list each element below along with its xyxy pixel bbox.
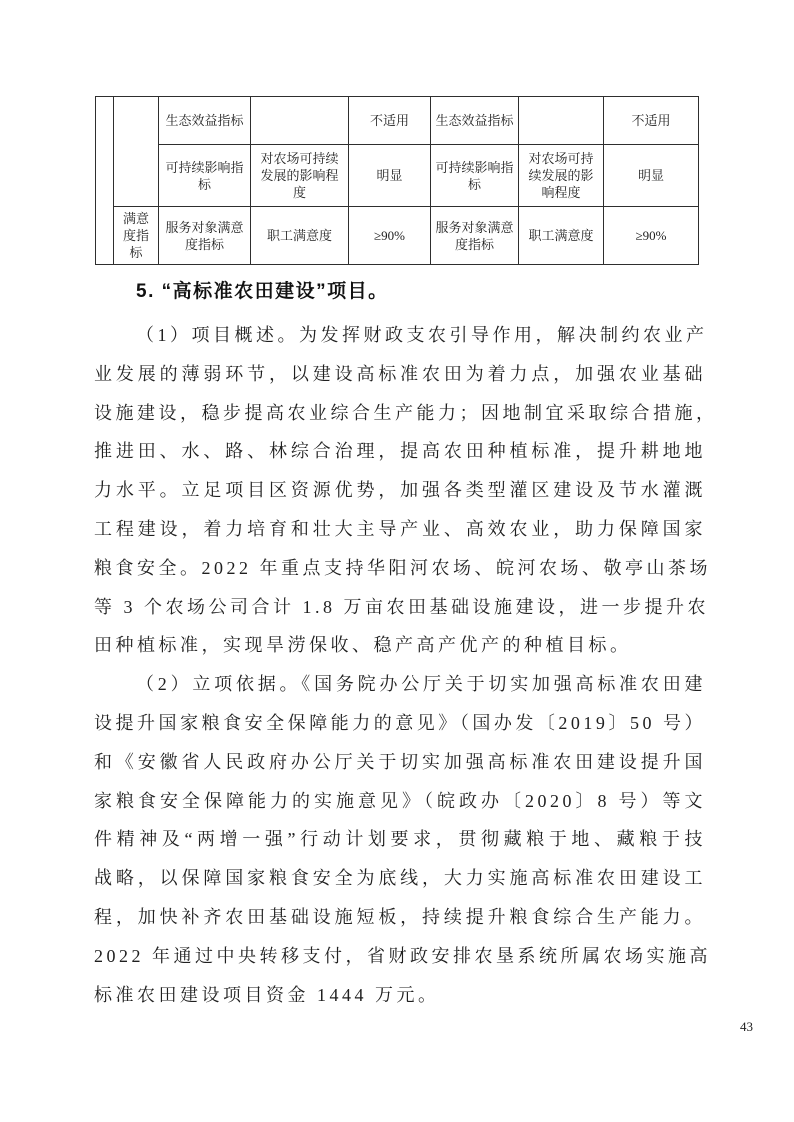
table-cell-indicator-right: 生态效益指标 [431,97,519,145]
paragraph-line: （1）项目概述。为发挥财政支农引导作用，解决制约农业产 [136,325,708,345]
paragraph-line: 设施建设，稳步提高农业综合生产能力；因地制宜采取综合措施， [94,402,718,423]
paragraph-line: 工程建设，着力培育和壮大主导产业、高效农业，助力保障国家 [94,518,706,539]
table-cell-indicator-left: 生态效益指标 [159,97,251,145]
table-cell-indicator-right: 可持续影响指标 [431,145,519,207]
paragraph-line: 件精神及“两增一强”行动计划要求，贯彻藏粮于地、藏粮于技 [94,829,706,850]
table-cell-group-empty [114,97,159,207]
table-row [96,207,699,265]
paragraph-line: 力水平。立足项目区资源优势，加强各类型灌区建设及节水灌溉 [94,480,706,501]
table-cell-row-group-label: 满意度指标 [114,207,159,265]
section-heading: 5. “高标准农田建设”项目。 [136,281,389,302]
table-cell-value-right: 明显 [604,145,699,207]
paragraph-line: 标准农田建设项目资金 1444 万元。 [94,984,440,1005]
table-cell-detail-right: 职工满意度 [519,207,604,265]
table-cell-value-left: 不适用 [349,97,431,145]
table-row [96,97,699,145]
paragraph-line: 等 3 个农场公司合计 1.8 万亩农田基础设施建设，进一步提升农 [94,596,709,617]
paragraph-line: 推进田、水、路、林综合治理，提高农田种植标准，提升耕地地 [94,441,706,462]
table-row [96,145,699,207]
table-cell-value-left: ≥90% [349,207,431,265]
paragraph-line: 战略，以保障国家粮食安全为底线，大力实施高标准农田建设工 [94,868,706,889]
table-cell-value-right: ≥90% [604,207,699,265]
table-cell-detail-left: 对农场可持续发展的影响程度 [251,145,349,207]
paragraph-line: （2）立项依据。《国务院办公厅关于切实加强高标准农田建 [136,674,706,695]
table-cell-value-left: 明显 [349,145,431,207]
table-cell-detail-right [519,97,604,145]
paragraph-line: 和《安徽省人民政府办公厅关于切实加强高标准农田建设提升国 [94,751,706,772]
table-cell-indicator-left: 可持续影响指标 [159,145,251,207]
table-cell-detail-left: 职工满意度 [251,207,349,265]
paragraph-line: 程，加快补齐农田基础设施短板，持续提升粮食综合生产能力。 [94,906,706,927]
paragraph-line: 家粮食安全保障能力的实施意见》（皖政办〔2020〕8 号）等文 [94,790,706,811]
table-cell-detail-right: 对农场可持续发展的影响程度 [519,145,604,207]
page-number: 43 [740,1019,753,1034]
table-cell-indicator-left: 服务对象满意度指标 [159,207,251,265]
table-cell-spacer [96,97,114,265]
paragraph-line: 田种植标准，实现旱涝保收、稳产高产优产的种植目标。 [94,635,632,656]
paragraph-line: 设提升国家粮食安全保障能力的意见》（国办发〔2019〕50 号） [94,712,706,733]
paragraph-line: 2022 年通过中央转移支付，省财政安排农垦系统所属农场实施高 [94,945,711,966]
table-cell-indicator-right: 服务对象满意度指标 [431,207,519,265]
paragraph-line: 业发展的薄弱环节，以建设高标准农田为着力点，加强农业基础 [94,363,706,384]
paragraph-line: 粮食安全。2022 年重点支持华阳河农场、皖河农场、敬亭山茶场 [94,557,711,578]
table-cell-value-right: 不适用 [604,97,699,145]
performance-indicator-table [95,96,699,265]
table-cell-detail-left [251,97,349,145]
body-content [94,276,718,1014]
